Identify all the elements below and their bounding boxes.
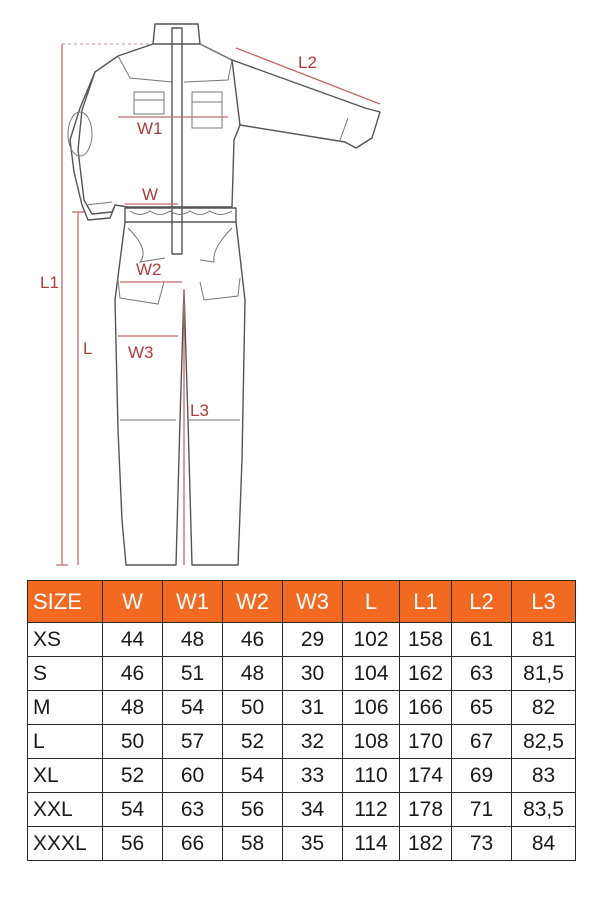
pants <box>115 222 245 565</box>
table-cell: XS <box>28 623 103 657</box>
label-w3: W3 <box>128 343 154 362</box>
right-cuff <box>340 118 348 140</box>
label-l2: L2 <box>298 53 317 72</box>
table-cell: 34 <box>283 793 343 827</box>
table-cell: 162 <box>400 657 452 691</box>
header-w1: W1 <box>163 581 223 623</box>
table-row <box>28 793 576 827</box>
left-sleeve <box>70 72 114 220</box>
table-header-row <box>28 581 576 623</box>
table-cell: 104 <box>343 657 400 691</box>
table-cell: 54 <box>223 759 283 793</box>
dimension-labels <box>40 53 317 420</box>
table-row <box>28 759 576 793</box>
table-cell: XXXL <box>28 827 103 861</box>
table-cell: 110 <box>343 759 400 793</box>
table-cell: 83 <box>512 759 576 793</box>
table-cell: 182 <box>400 827 452 861</box>
table-cell: 48 <box>163 623 223 657</box>
table-cell: 61 <box>452 623 512 657</box>
header-w3: W3 <box>283 581 343 623</box>
table-cell: 54 <box>163 691 223 725</box>
table-cell: 81,5 <box>512 657 576 691</box>
table-cell: 108 <box>343 725 400 759</box>
table-cell: 52 <box>223 725 283 759</box>
table-cell: 60 <box>163 759 223 793</box>
table-row <box>28 657 576 691</box>
table-cell: 50 <box>223 691 283 725</box>
left-cuff <box>86 202 112 205</box>
table-cell: 158 <box>400 623 452 657</box>
header-l: L <box>343 581 400 623</box>
table-cell: 52 <box>103 759 163 793</box>
table-cell: 29 <box>283 623 343 657</box>
table-cell: 33 <box>283 759 343 793</box>
table-cell: 82,5 <box>512 725 576 759</box>
table-row <box>28 691 576 725</box>
front-pocket-left <box>128 228 165 262</box>
table-cell: 57 <box>163 725 223 759</box>
table-cell: 30 <box>283 657 343 691</box>
header-l1: L1 <box>400 581 452 623</box>
table-cell: 82 <box>512 691 576 725</box>
yoke-right <box>184 44 232 82</box>
table-row <box>28 725 576 759</box>
label-w: W <box>142 185 159 204</box>
thigh-pocket-left <box>118 280 164 304</box>
table-cell: 71 <box>452 793 512 827</box>
table-cell: 63 <box>163 793 223 827</box>
table-cell: 48 <box>103 691 163 725</box>
table-row <box>28 827 576 861</box>
table-cell: 54 <box>103 793 163 827</box>
table-cell: 65 <box>452 691 512 725</box>
table-cell: 69 <box>452 759 512 793</box>
table-cell: 67 <box>452 725 512 759</box>
table-cell: 81 <box>512 623 576 657</box>
table-cell: 32 <box>283 725 343 759</box>
table-cell: XL <box>28 759 103 793</box>
label-l: L <box>83 339 93 358</box>
table-cell: 58 <box>223 827 283 861</box>
size-table <box>27 580 576 861</box>
table-cell: XXL <box>28 793 103 827</box>
table-cell: 48 <box>223 657 283 691</box>
collar <box>153 24 200 44</box>
table-cell: 178 <box>400 793 452 827</box>
table-cell: M <box>28 691 103 725</box>
header-w2: W2 <box>223 581 283 623</box>
thigh-pocket-right <box>200 278 240 300</box>
table-cell: 174 <box>400 759 452 793</box>
table-cell: 83,5 <box>512 793 576 827</box>
zipper <box>172 28 182 254</box>
table-cell: 35 <box>283 827 343 861</box>
chest-pocket-left <box>134 92 164 114</box>
table-cell: 166 <box>400 691 452 725</box>
table-cell: 102 <box>343 623 400 657</box>
table-cell: 31 <box>283 691 343 725</box>
label-w2: W2 <box>136 260 162 279</box>
table-cell: 44 <box>103 623 163 657</box>
front-pocket-right <box>200 228 232 262</box>
label-l1: L1 <box>40 273 59 292</box>
table-cell: 170 <box>400 725 452 759</box>
table-cell: L <box>28 725 103 759</box>
header-w: W <box>103 581 163 623</box>
table-cell: 73 <box>452 827 512 861</box>
dimension-lines <box>56 44 380 565</box>
header-l3: L3 <box>512 581 576 623</box>
table-row <box>28 623 576 657</box>
label-l3: L3 <box>190 401 209 420</box>
table-cell: 63 <box>452 657 512 691</box>
header-l2: L2 <box>452 581 512 623</box>
table-cell: 46 <box>103 657 163 691</box>
table-cell: 56 <box>103 827 163 861</box>
yoke-left <box>118 56 172 82</box>
label-w1: W1 <box>137 119 163 138</box>
table-cell: 84 <box>512 827 576 861</box>
table-cell: 114 <box>343 827 400 861</box>
table-cell: 106 <box>343 691 400 725</box>
header-size: SIZE <box>28 581 103 623</box>
table-cell: 46 <box>223 623 283 657</box>
table-cell: S <box>28 657 103 691</box>
coverall-outline <box>68 24 380 565</box>
chest-pocket-right <box>192 92 222 128</box>
table-cell: 51 <box>163 657 223 691</box>
table-cell: 112 <box>343 793 400 827</box>
table-cell: 56 <box>223 793 283 827</box>
table-cell: 50 <box>103 725 163 759</box>
table-cell: 66 <box>163 827 223 861</box>
waistband-elastic <box>130 211 232 215</box>
right-sleeve <box>232 60 380 148</box>
